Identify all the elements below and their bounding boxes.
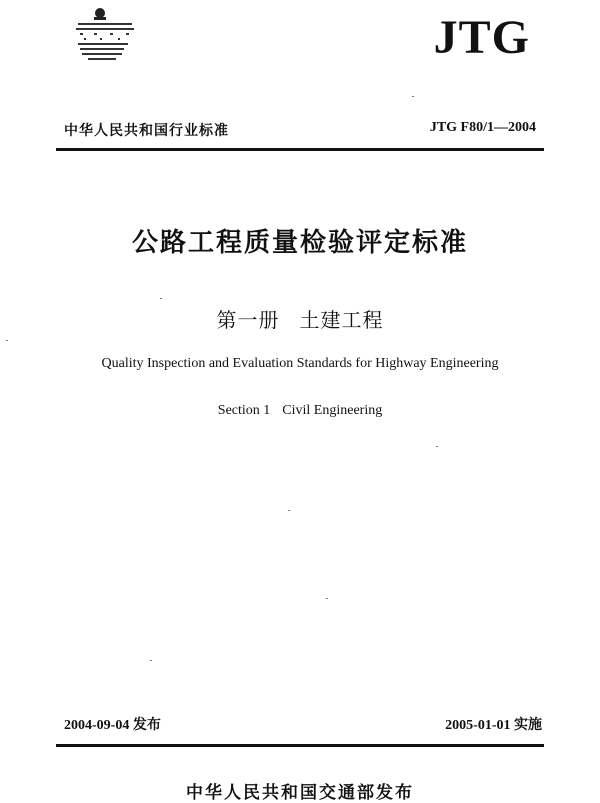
volume-title xyxy=(0,304,600,333)
volume-name: 土建工程 xyxy=(299,308,384,332)
scan-speck xyxy=(288,510,290,511)
brand-logo: JTG xyxy=(433,11,530,64)
scan-speck xyxy=(6,340,8,341)
scan-speck xyxy=(436,446,438,447)
document-title-chinese: 公路工程质量检验评定标准 xyxy=(131,228,468,258)
scan-speck xyxy=(412,96,414,97)
publisher: 中华人民共和国交通部发布 xyxy=(186,783,414,803)
document-title-english: Quality Inspection and Evaluation Standards for Highway Engineering xyxy=(101,356,499,371)
effective-date: 2005-01-01 实施 xyxy=(445,718,542,733)
seal-stamp-icon xyxy=(70,6,142,68)
standard-category: 中华人民共和国行业标准 xyxy=(64,123,229,139)
section-label: Section 1 xyxy=(217,403,271,418)
volume-label: 第一册 xyxy=(216,308,280,332)
scan-speck xyxy=(150,660,152,661)
issue-date: 2004-09-04 发布 xyxy=(64,718,161,733)
standard-code: JTG F80/1—2004 xyxy=(429,120,536,135)
scan-speck xyxy=(326,598,328,599)
section-title xyxy=(0,403,600,419)
section-name: Civil Engineering xyxy=(282,403,383,418)
header-divider xyxy=(56,148,544,151)
scan-speck xyxy=(160,298,162,299)
footer-divider xyxy=(56,744,544,747)
